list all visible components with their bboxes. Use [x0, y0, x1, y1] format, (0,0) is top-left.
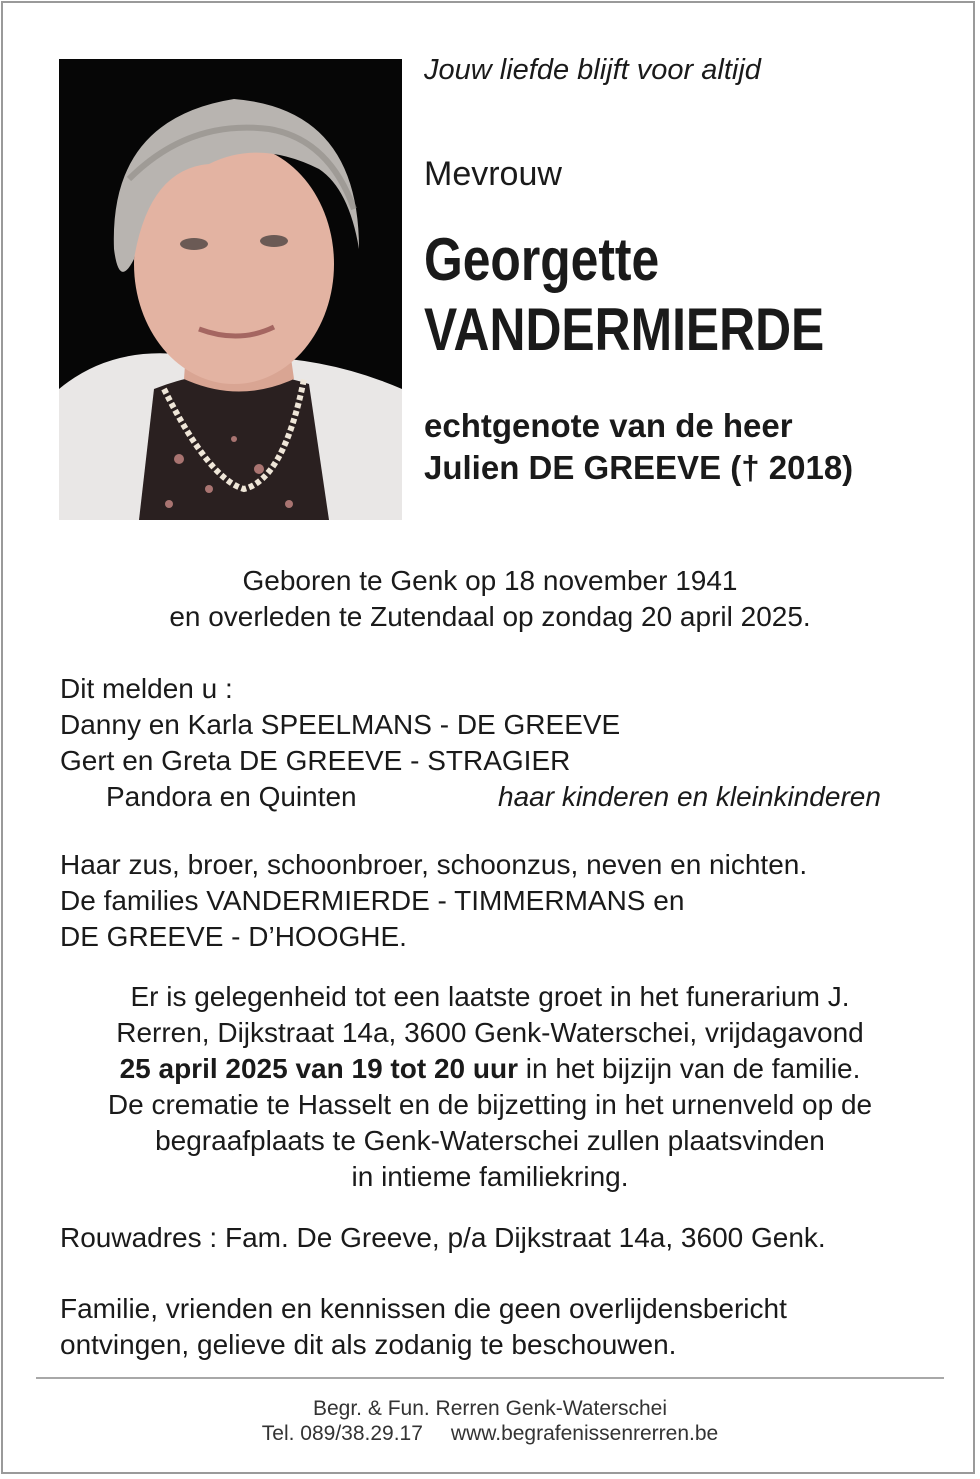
- spouse-line-2: Julien DE GREEVE († 2018): [424, 449, 854, 486]
- relatives-line-3: DE GREEVE - D’HOOGHE.: [60, 921, 407, 952]
- spouse-info: [424, 405, 853, 489]
- death-line: en overleden te Zutendaal op zondag 20 april 2025.: [169, 601, 811, 632]
- relatives-block: [60, 847, 807, 955]
- spouse-line-1: echtgenote van de heer: [424, 407, 793, 444]
- first-name: Georgette: [424, 226, 660, 293]
- farewell-line-3-rest: in het bijzijn van de familie.: [518, 1053, 861, 1084]
- relation-label: haar kinderen en kleinkinderen: [498, 781, 881, 812]
- address-line: Rouwadres : Fam. De Greeve, p/a Dijkstraat 14a, 3600 Genk.: [60, 1222, 826, 1253]
- portrait-illustration: [59, 59, 402, 520]
- farewell-line-4: De crematie te Hasselt en de bijzetting in het urnenveld op de: [107, 1089, 873, 1120]
- portrait-photo: [59, 59, 402, 520]
- footer: [0, 1396, 980, 1446]
- notice-block: [60, 1291, 787, 1363]
- family-line-2: Gert en Greta DE GREEVE - STRAGIER: [60, 745, 571, 776]
- family-block: [60, 671, 620, 779]
- notice-line-1: Familie, vrienden en kennissen die geen overlijdensbericht: [60, 1293, 787, 1324]
- farewell-line-6: in intieme familiekring.: [351, 1161, 629, 1192]
- salutation: Mevrouw: [424, 155, 562, 193]
- footer-contact: [0, 1421, 980, 1446]
- birth-death-block: [0, 563, 980, 635]
- website-link[interactable]: www.begrafenissenrerren.be: [450, 1422, 719, 1445]
- deceased-name: [424, 225, 824, 365]
- funeral-company: Begr. & Fun. Rerren Genk-Waterschei: [312, 1397, 668, 1420]
- farewell-block: [0, 979, 980, 1195]
- farewell-line-5: begraafplaats te Genk-Waterschei zullen plaatsvinden: [155, 1125, 825, 1156]
- relatives-line-2: De families VANDERMIERDE - TIMMERMANS en: [60, 885, 685, 916]
- footer-divider: [36, 1377, 944, 1379]
- birth-line: Geboren te Genk op 18 november 1941: [242, 565, 738, 596]
- grandchildren: Pandora en Quinten: [106, 781, 357, 812]
- farewell-line-3: [0, 1051, 980, 1087]
- notice-line-2: ontvingen, gelieve dit als zodanig te beschouwen.: [60, 1329, 677, 1360]
- farewell-line-2: Rerren, Dijkstraat 14a, 3600 Genk-Waterschei, vrijdagavond: [116, 1017, 864, 1048]
- phone-number: Tel. 089/38.29.17: [261, 1422, 423, 1445]
- last-name: VANDERMIERDE: [424, 296, 825, 363]
- relatives-line-1: Haar zus, broer, schoonbroer, schoonzus, neven en nichten.: [60, 849, 808, 880]
- motto: Jouw liefde blijft voor altijd: [424, 54, 761, 86]
- farewell-date: 25 april 2025 van 19 tot 20 uur: [119, 1053, 518, 1084]
- family-line-1: Danny en Karla SPEELMANS - DE GREEVE: [60, 709, 621, 740]
- farewell-line-1: Er is gelegenheid tot een laatste groet in het funerarium J.: [130, 981, 850, 1012]
- announce-intro: Dit melden u :: [60, 673, 233, 704]
